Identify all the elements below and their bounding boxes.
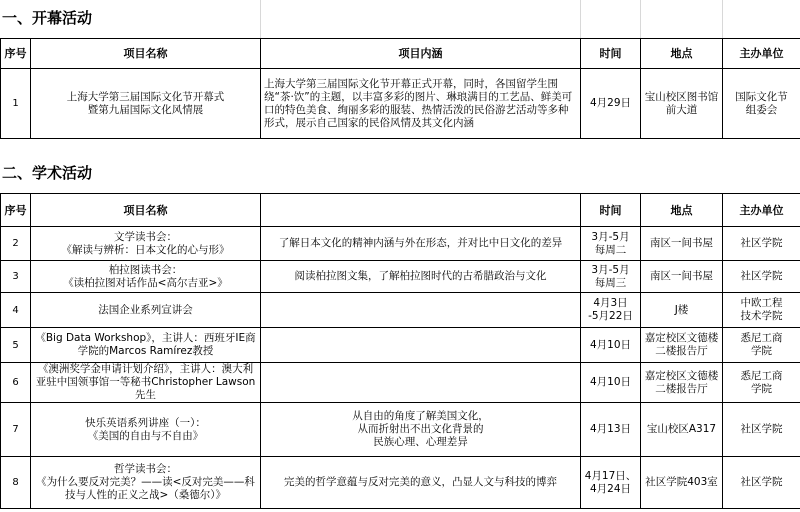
project-description: 阅读柏拉图文集，了解柏拉图时代的古希腊政治与文化 [261,261,581,293]
gridline [260,0,261,38]
table-row [1,457,800,509]
event-location: 南区一间书屋 [641,227,723,261]
organizer: 社区学院 [723,403,800,457]
project-description: 从自由的角度了解美国文化， 从而折射出不出文化背景的 民族心理、心理差异 [261,403,581,457]
header-cell: 主办单位 [723,39,800,69]
header-cell: 主办单位 [723,194,800,227]
project-description: 完美的哲学意蕴与反对完美的意义，凸显人文与科技的博弈 [261,457,581,509]
table-header-row [1,39,800,69]
event-time: 4月10日 [581,328,641,363]
event-time: 4月17日、 4月24日 [581,457,641,509]
row-number: 6 [1,363,31,403]
header-cell: 项目内涵 [261,39,581,69]
project-name: 文学读书会： 《解读与辨析：日本文化的心与形》 [31,227,261,261]
table-row [1,293,800,328]
row-number: 1 [1,69,31,139]
project-name: 哲学读书会： 《为什么要反对完美？——读<反对完美——科技与人性的正义之战>（桑德尔）》 [31,457,261,509]
project-description [261,328,581,363]
event-time: 4月10日 [581,363,641,403]
event-location: 南区一间书屋 [641,261,723,293]
section-title-opening: 一、开幕活动 [2,9,93,27]
project-name: 上海大学第三届国际文化节开幕式 暨第九届国际文化风情展 [31,69,261,139]
project-name: 法国企业系列宣讲会 [31,293,261,328]
table-row [1,328,800,363]
event-location: J楼 [641,293,723,328]
event-location: 嘉定校区文德楼 二楼报告厅 [641,328,723,363]
header-cell: 时间 [581,39,641,69]
header-cell: 项目名称 [31,194,261,227]
table-row [1,227,800,261]
gridline [580,0,581,38]
project-description: 上海大学第三届国际文化节开幕正式开幕，同时，各国留学生围绕“茶·饮”的主题，以丰富多彩的图片、琳琅满目的工艺品、鲜美可口的特色美食、绚丽多彩的服装、热情活泼的民俗游艺活动等多种形式，展示自己国家的民俗风情及其文化内涵 [261,69,581,139]
gridline [722,0,723,38]
organizer: 悉尼工商 学院 [723,363,800,403]
project-name: 柏拉图读书会： 《读柏拉图对话作品<高尔吉亚>》 [31,261,261,293]
event-time: 3月-5月 每周二 [581,227,641,261]
header-cell [261,194,581,227]
event-location: 宝山校区A317 [641,403,723,457]
organizer: 中欧工程 技术学院 [723,293,800,328]
row-number: 7 [1,403,31,457]
project-description: 了解日本文化的精神内涵与外在形态，并对比中日文化的差异 [261,227,581,261]
section-title-academic: 二、学术活动 [2,164,93,182]
project-name: 快乐英语系列讲座（一）： 《美国的自由与不自由》 [31,403,261,457]
header-cell: 时间 [581,194,641,227]
event-location: 社区学院403室 [641,457,723,509]
header-cell: 地点 [641,194,723,227]
event-time: 4月3日 -5月22日 [581,293,641,328]
project-description [261,363,581,403]
event-time: 3月-5月 每周三 [581,261,641,293]
row-number: 8 [1,457,31,509]
organizer: 社区学院 [723,261,800,293]
opening-activities-table [0,38,800,139]
row-number: 2 [1,227,31,261]
academic-activities-table [0,193,800,509]
organizer: 社区学院 [723,457,800,509]
table-row [1,363,800,403]
event-time: 4月29日 [581,69,641,139]
event-time: 4月13日 [581,403,641,457]
project-name: 《澳洲奖学金申请计划介绍》，主讲人：澳大利亚驻中国领事馆一等秘书Christopher Lawson先生 [31,363,261,403]
table-row [1,403,800,457]
gridline [640,0,641,38]
event-location: 嘉定校区文德楼 二楼报告厅 [641,363,723,403]
table-header-row [1,194,800,227]
table-row [1,69,800,139]
table-row [1,261,800,293]
project-name: 《Big Data Workshop》，主讲人：西班牙IE商学院的Marcos Ramírez教授 [31,328,261,363]
header-cell: 地点 [641,39,723,69]
event-location: 宝山校区图书馆 前大道 [641,69,723,139]
organizer: 国际文化节 组委会 [723,69,800,139]
row-number: 3 [1,261,31,293]
organizer: 社区学院 [723,227,800,261]
project-description [261,293,581,328]
header-cell: 序号 [1,194,31,227]
organizer: 悉尼工商 学院 [723,328,800,363]
header-cell: 序号 [1,39,31,69]
row-number: 4 [1,293,31,328]
header-cell: 项目名称 [31,39,261,69]
row-number: 5 [1,328,31,363]
